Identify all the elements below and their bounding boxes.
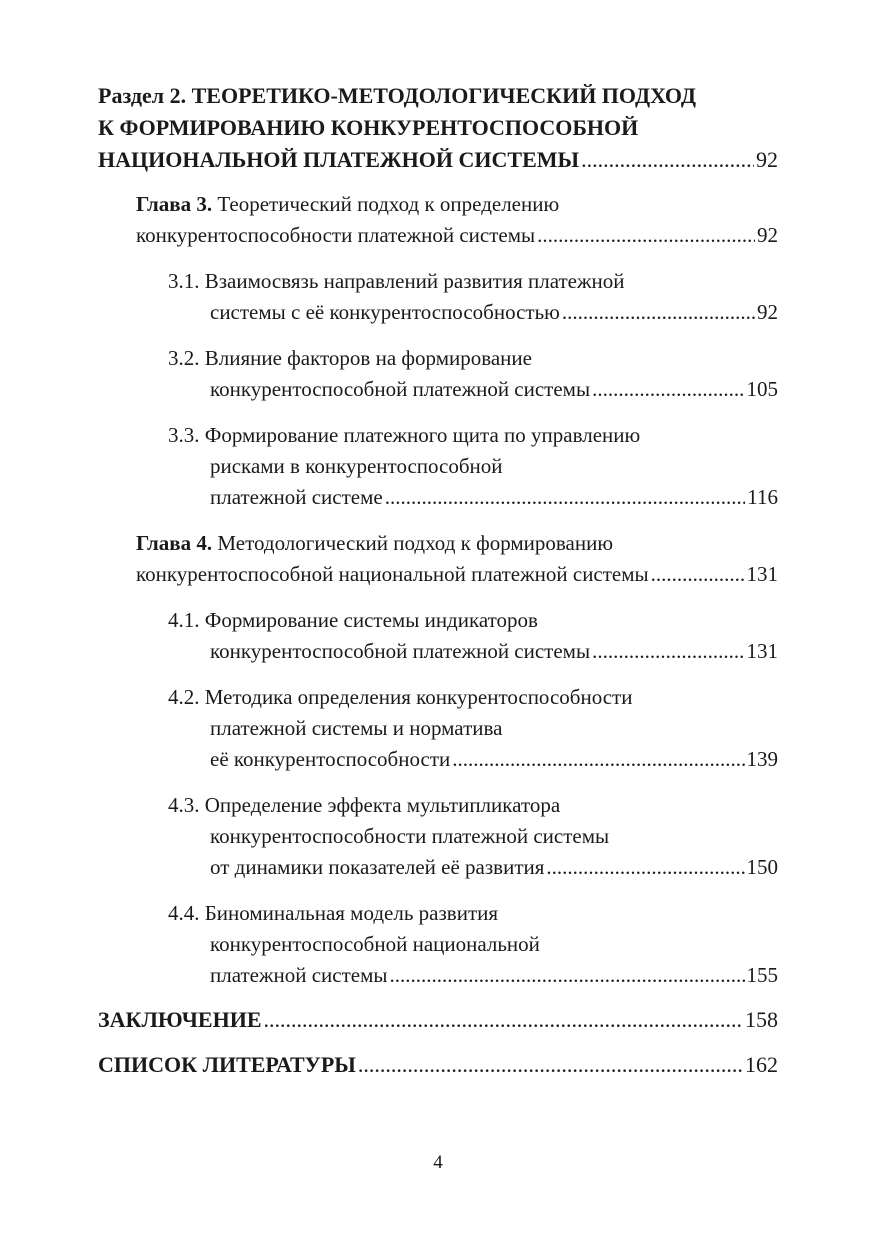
leader-dots (592, 374, 744, 405)
leader-dots (385, 482, 746, 513)
conclusion-page: 158 (745, 1007, 778, 1032)
entry-4-1-line-2: конкурентоспособной платежной системы (210, 639, 591, 663)
section-2-title-line-1: Раздел 2. ТЕОРЕТИКО-МЕТОДОЛОГИЧЕСКИЙ ПОДХОД (98, 83, 696, 108)
entry-4-2-page: 139 (746, 747, 778, 771)
page-number: 4 (433, 1152, 443, 1173)
toc-entry-4-1[interactable] (98, 605, 778, 667)
leader-dots (537, 220, 755, 251)
leader-dots (264, 1004, 744, 1036)
chapter-3-label: Глава 3. (136, 192, 213, 216)
entry-4-1-page: 131 (746, 639, 778, 663)
entry-3-3-line-1: 3.3. Формирование платежного щита по управлению (168, 423, 641, 447)
entry-4-4-line-1: 4.4. Биноминальная модель развития (168, 901, 499, 925)
references-label: СПИСОК ЛИТЕРАТУРЫ (98, 1052, 356, 1077)
leader-dots (390, 960, 745, 991)
section-2-page: 92 (756, 147, 778, 172)
entry-4-2-line-3: её конкурентоспособности (210, 747, 451, 771)
conclusion-label: ЗАКЛЮЧЕНИЕ (98, 1007, 262, 1032)
leader-dots (581, 144, 754, 176)
entry-4-3-line-2: конкурентоспособности платежной системы (210, 824, 610, 848)
entry-3-1-page: 92 (757, 300, 778, 324)
entry-4-4-line-2: конкурентоспособной национальной (210, 932, 540, 956)
entry-4-2-line-1: 4.2. Методика определения конкурентоспособности (168, 685, 633, 709)
toc-entry-3-1[interactable] (98, 266, 778, 328)
chapter-4-page: 131 (746, 562, 778, 586)
leader-dots (546, 852, 744, 883)
toc-entry-chapter-4[interactable] (136, 528, 778, 590)
leader-dots (358, 1049, 743, 1081)
toc-entry-4-2[interactable] (98, 682, 778, 775)
entry-4-4-page: 155 (746, 963, 778, 987)
chapter-4-title-line-2: конкурентоспособной национальной платежной системы (136, 562, 649, 586)
toc-entry-3-3[interactable] (98, 420, 778, 513)
leader-dots (592, 636, 744, 667)
entry-3-2-line-2: конкурентоспособной платежной системы (210, 377, 591, 401)
leader-dots (452, 744, 744, 775)
leader-dots (651, 559, 745, 590)
entry-4-3-line-1: 4.3. Определение эффекта мультипликатора (168, 793, 561, 817)
toc-entry-4-4[interactable] (98, 898, 778, 991)
entry-3-1-line-2: системы с её конкурентоспособностью (210, 300, 560, 324)
references-page: 162 (745, 1052, 778, 1077)
toc-entry-references[interactable] (98, 1049, 778, 1081)
section-2-title-line-2: К ФОРМИРОВАНИЮ КОНКУРЕНТОСПОСОБНОЙ (98, 115, 639, 140)
entry-3-1-line-1: 3.1. Взаимосвязь направлений развития платежной (168, 269, 625, 293)
leader-dots (562, 297, 755, 328)
chapter-3-title-line-1: Теоретический подход к определению (212, 192, 560, 216)
entry-4-2-line-2: платежной системы и норматива (210, 716, 503, 740)
entry-3-2-page: 105 (746, 377, 778, 401)
toc-entry-conclusion[interactable] (98, 1004, 778, 1036)
chapter-4-title-line-1: Методологический подход к формированию (212, 531, 614, 555)
chapter-4-label: Глава 4. (136, 531, 213, 555)
entry-3-2-line-1: 3.2. Влияние факторов на формирование (168, 346, 532, 370)
entry-3-3-line-2: рисками в конкурентоспособной (210, 454, 503, 478)
chapter-3-page: 92 (757, 223, 778, 247)
entry-3-3-page: 116 (747, 485, 778, 509)
table-of-contents (98, 80, 778, 1081)
toc-entry-3-2[interactable] (98, 343, 778, 405)
entry-4-1-line-1: 4.1. Формирование системы индикаторов (168, 608, 538, 632)
section-2-title-line-3: НАЦИОНАЛЬНОЙ ПЛАТЕЖНОЙ СИСТЕМЫ (98, 147, 580, 172)
entry-3-3-line-3: платежной системе (210, 485, 383, 509)
entry-4-4-line-3: платежной системы (210, 963, 388, 987)
toc-entry-4-3[interactable] (98, 790, 778, 883)
chapter-3-title-line-2: конкурентоспособности платежной системы (136, 223, 536, 247)
toc-entry-chapter-3[interactable] (136, 189, 778, 251)
toc-entry-section-2[interactable] (98, 80, 778, 176)
entry-4-3-page: 150 (746, 855, 778, 879)
entry-4-3-line-3: от динамики показателей её развития (210, 855, 545, 879)
